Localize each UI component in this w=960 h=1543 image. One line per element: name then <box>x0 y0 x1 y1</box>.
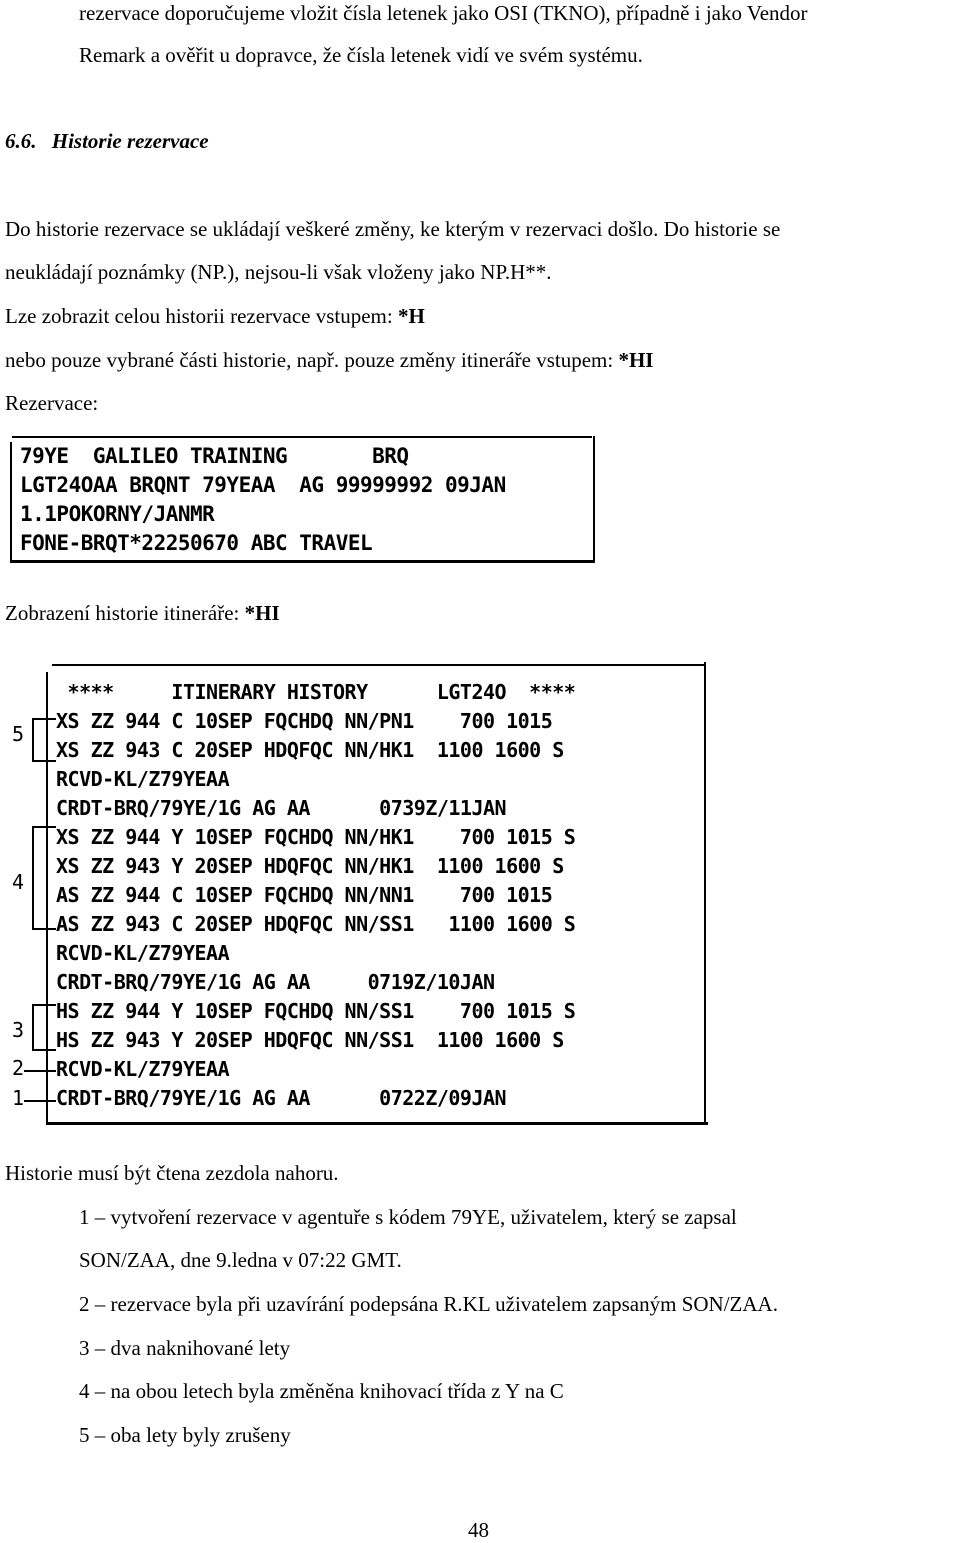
history-row-15: CRDT-BRQ/79YE/1G AG AA 0722Z/09JAN <box>56 1086 507 1110</box>
marker-1: 1 <box>12 1086 25 1110</box>
marker-3: 3 <box>12 1018 25 1042</box>
reading-note: Historie musí být čtena zezdola nahoru. <box>5 1161 339 1185</box>
history-label <box>5 600 280 626</box>
explanation-2: 2 – rezervace byla při uzavírání podepsána R.KL uživatelem zapsaným SON/ZAA. <box>79 1292 778 1316</box>
paragraph-2-text: Lze zobrazit celou historii rezervace vstupem: <box>5 304 398 328</box>
intro-line-2: Remark a ověřit u dopravce, že čísla letenek vidí ve svém systému. <box>79 43 643 67</box>
history-row-13: HS ZZ 943 Y 20SEP HDQFQC NN/SS1 1100 1600 S <box>56 1028 564 1052</box>
marker-2: 2 <box>12 1056 25 1080</box>
history-label-command: *HI <box>244 601 280 625</box>
history-label-text: Zobrazení historie itineráře: <box>5 601 245 625</box>
paragraph-2 <box>5 303 425 329</box>
reservation-screen <box>10 436 595 564</box>
page-number: 48 <box>468 1518 489 1542</box>
explanation-1-line-1: 1 – vytvoření rezervace v agentuře s kódem 79YE, uživatelem, který se zapsal <box>79 1205 737 1229</box>
reservation-row-1: 79YE GALILEO TRAINING BRQ <box>20 444 409 468</box>
intro-line-1: rezervace doporučujeme vložit čísla letenek jako OSI (TKNO), případně i jako Vendor <box>79 1 808 25</box>
marker-5: 5 <box>12 722 25 746</box>
history-screen <box>46 662 708 1126</box>
marker-4: 4 <box>12 870 25 894</box>
paragraph-1-line-2: neukládají poznámky (NP.), nejsou-li však vloženy jako NP.H**. <box>5 260 552 284</box>
history-row-9: AS ZZ 943 C 20SEP HDQFQC NN/SS1 1100 1600 S <box>56 912 576 936</box>
reservation-row-4: FONE-BRQT*22250670 ABC TRAVEL <box>20 531 373 555</box>
history-row-1: **** ITINERARY HISTORY LGT24O **** <box>56 680 576 704</box>
explanation-1-line-2: SON/ZAA, dne 9.ledna v 07:22 GMT. <box>79 1248 402 1272</box>
history-row-8: AS ZZ 944 C 10SEP FQCHDQ NN/NN1 700 1015 <box>56 883 553 907</box>
history-row-5: CRDT-BRQ/79YE/1G AG AA 0739Z/11JAN <box>56 796 507 820</box>
explanation-3: 3 – dva naknihované lety <box>79 1336 291 1360</box>
history-row-14: RCVD-KL/Z79YEAA <box>56 1057 230 1081</box>
paragraph-3 <box>5 347 653 373</box>
history-row-10: RCVD-KL/Z79YEAA <box>56 941 230 965</box>
reservation-row-2: LGT24OAA BRQNT 79YEAA AG 99999992 09JAN <box>20 473 506 497</box>
explanation-5: 5 – oba lety byly zrušeny <box>79 1423 291 1447</box>
reservation-label: Rezervace: <box>5 391 99 415</box>
explanation-4: 4 – na obou letech byla změněna knihovací třída z Y na C <box>79 1379 564 1403</box>
history-row-12: HS ZZ 944 Y 10SEP FQCHDQ NN/SS1 700 1015 S <box>56 999 576 1023</box>
section-title: Historie rezervace <box>51 129 209 153</box>
paragraph-1-line-1: Do historie rezervace se ukládají veškeré změny, ke kterým v rezervaci došlo. Do historie se <box>5 217 781 241</box>
command-h: *H <box>397 304 425 328</box>
history-row-11: CRDT-BRQ/79YE/1G AG AA 0719Z/10JAN <box>56 970 495 994</box>
history-row-6: XS ZZ 944 Y 10SEP FQCHDQ NN/HK1 700 1015 S <box>56 825 576 849</box>
history-row-2: XS ZZ 944 C 10SEP FQCHDQ NN/PN1 700 1015 <box>56 709 553 733</box>
command-hi: *HI <box>618 348 654 372</box>
history-row-7: XS ZZ 943 Y 20SEP HDQFQC NN/HK1 1100 1600 S <box>56 854 564 878</box>
history-row-4: RCVD-KL/Z79YEAA <box>56 767 230 791</box>
history-row-3: XS ZZ 943 C 20SEP HDQFQC NN/HK1 1100 1600 S <box>56 738 564 762</box>
section-number: 6.6. <box>5 129 37 153</box>
reservation-row-3: 1.1POKORNY/JANMR <box>20 502 215 526</box>
paragraph-3-text: nebo pouze vybrané části historie, např. pouze změny itineráře vstupem: <box>5 348 619 372</box>
section-heading <box>5 128 209 154</box>
